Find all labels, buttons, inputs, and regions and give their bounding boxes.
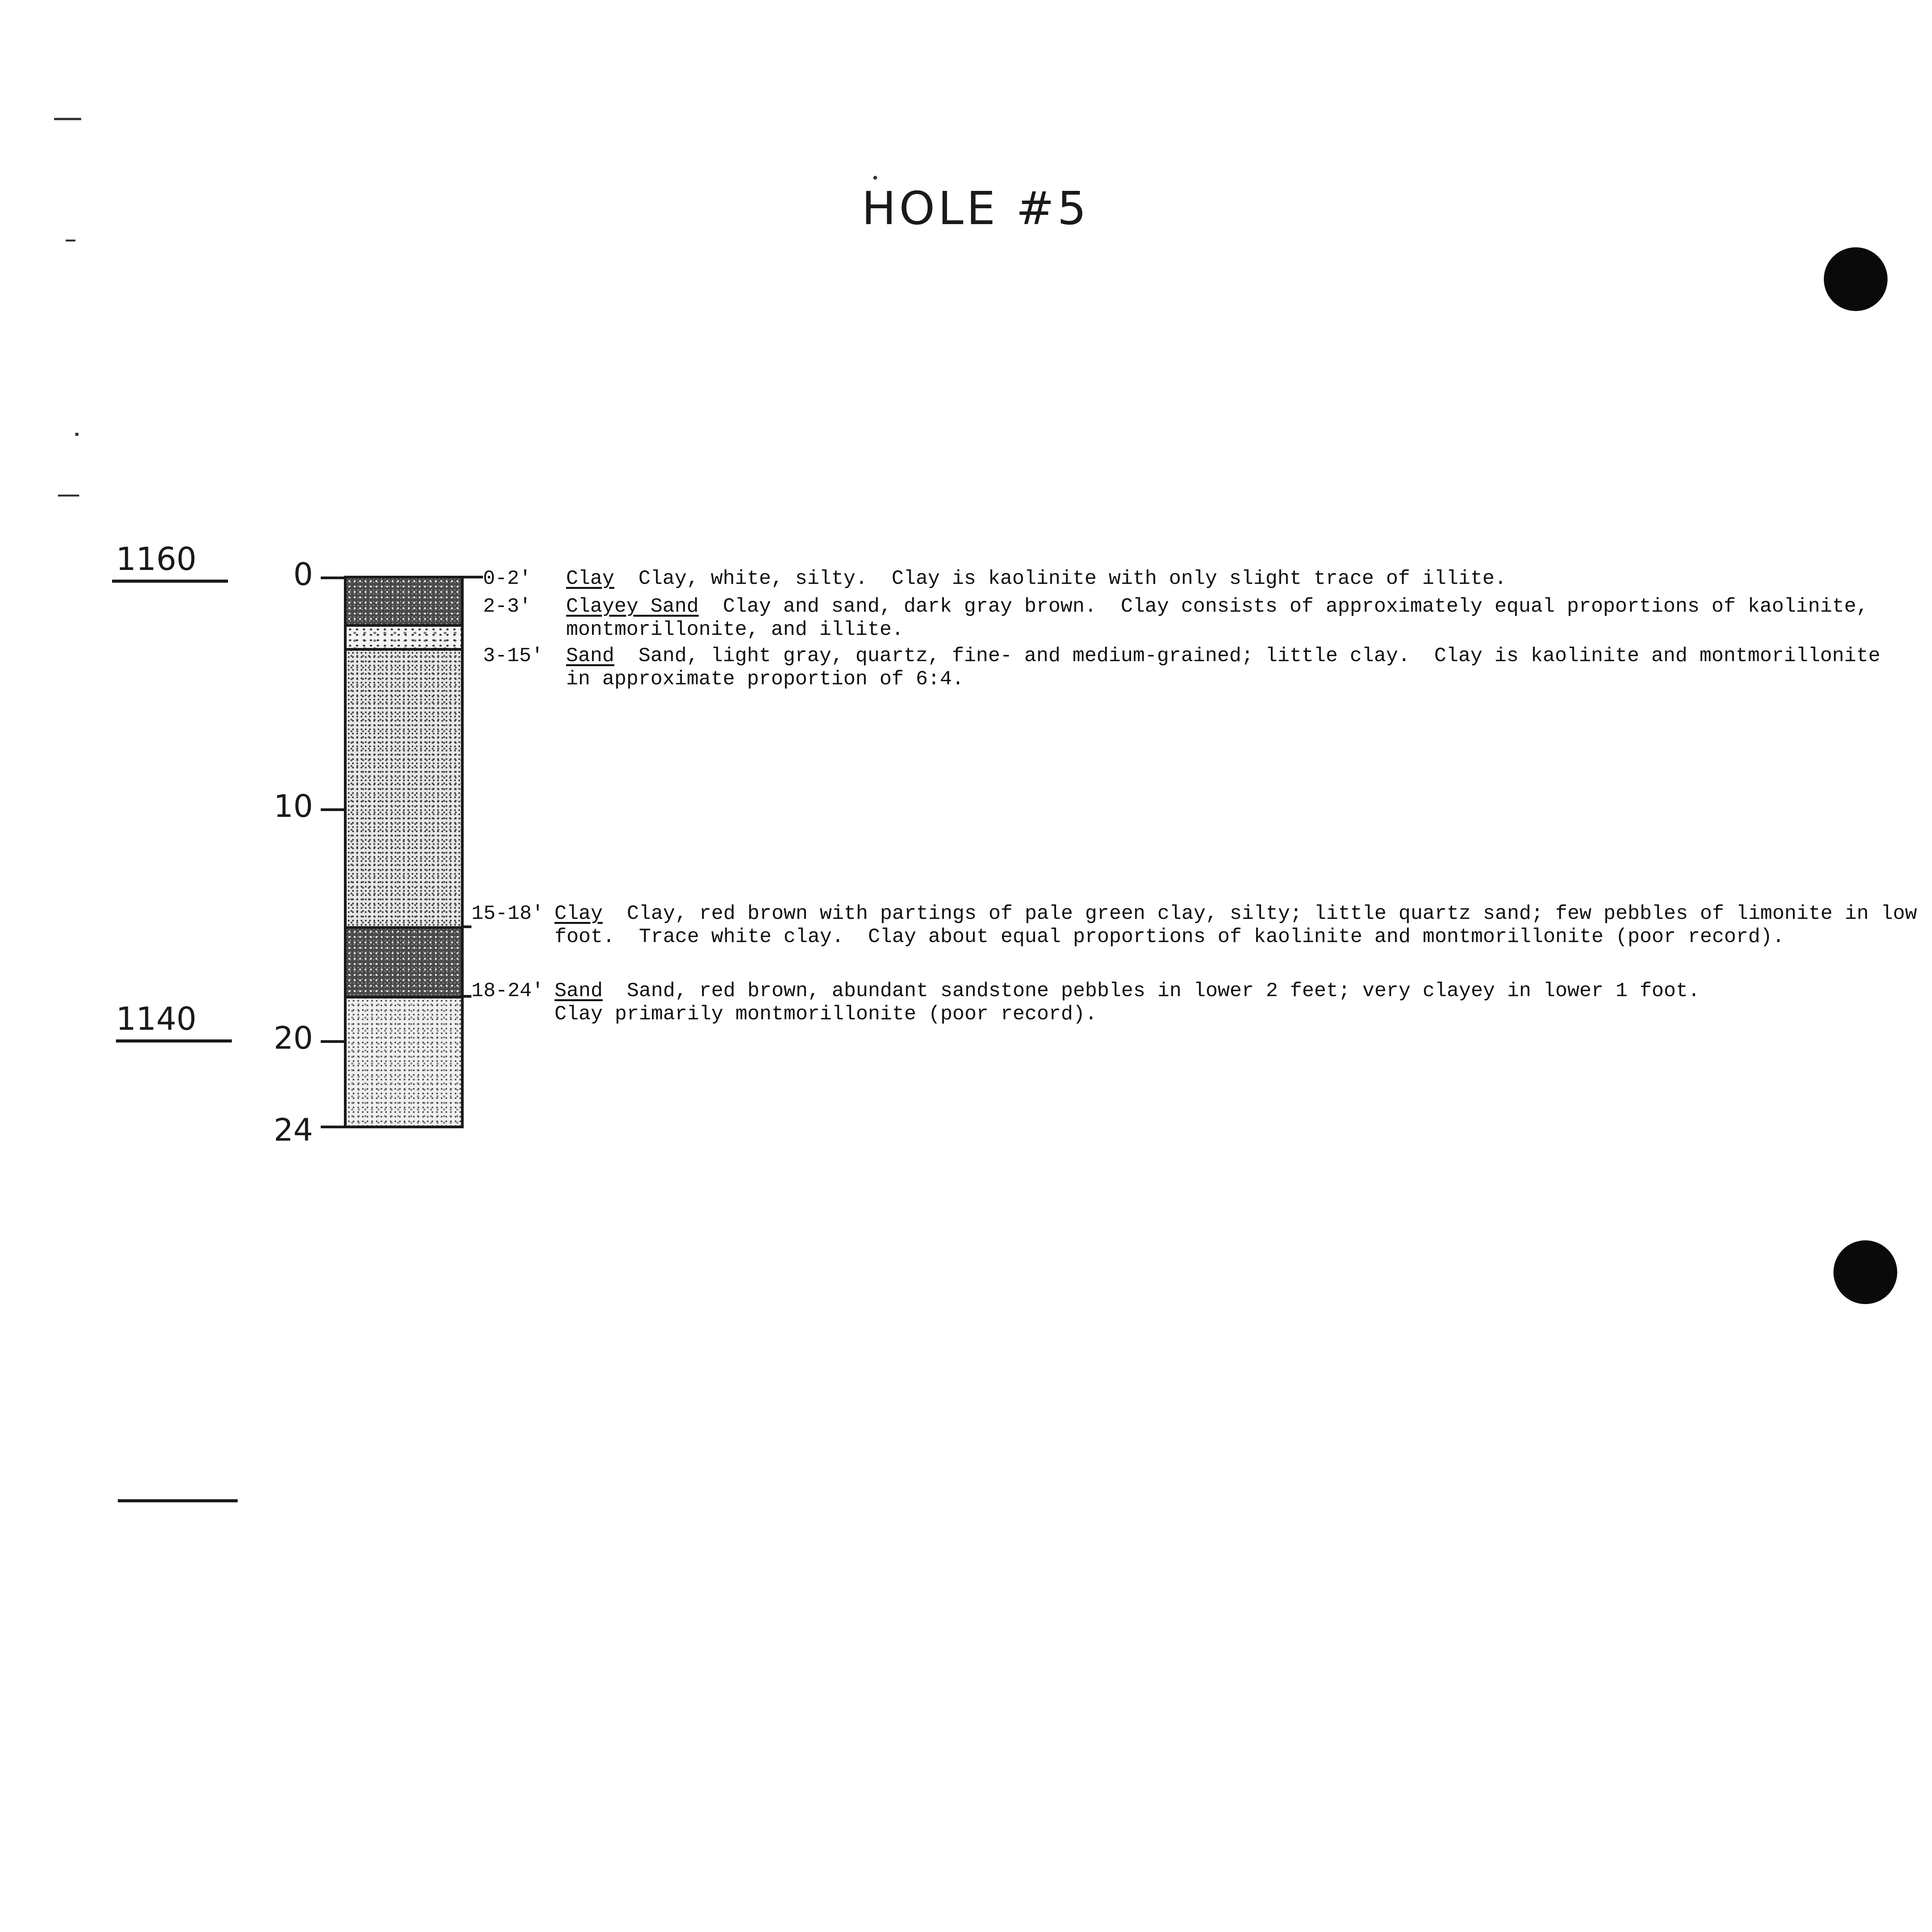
description-15-18 bbox=[471, 902, 1917, 925]
interval-label: 2-3' bbox=[483, 595, 531, 618]
description-text: Sand, red brown, abundant sandstone pebbles in lower 2 feet; very clayey in lower 1 foot. bbox=[627, 980, 1700, 1002]
unit-name: Clayey Sand bbox=[566, 595, 699, 618]
elevation-line-lower bbox=[118, 1499, 238, 1502]
description-2-3-cont: montmorillonite, and illite. bbox=[566, 618, 904, 641]
elevation-line-1160 bbox=[112, 580, 228, 583]
description-3-15-cont: in approximate proportion of 6:4. bbox=[566, 668, 964, 690]
description-18-24-cont: Clay primarily montmorillonite (poor record). bbox=[554, 1003, 1097, 1026]
description-15-18-cont: foot. Trace white clay. Clay about equal proportions of kaolinite and montmorillonite (poor record). bbox=[554, 925, 1784, 948]
layer-clay-0-2 bbox=[347, 578, 461, 627]
description-text: Sand, light gray, quartz, fine- and medium-grained; little clay. Clay is kaolinite and montmorillonite bbox=[638, 645, 1881, 667]
description-text: Clay, white, silty. Clay is kaolinite with only slight trace of illite. bbox=[638, 567, 1507, 590]
depth-tick-20 bbox=[321, 1040, 344, 1043]
stratigraphic-column bbox=[344, 576, 464, 1128]
interval-label: 3-15' bbox=[483, 645, 544, 667]
unit-name: Clay bbox=[566, 567, 614, 590]
layer-sand-3-15 bbox=[347, 651, 461, 929]
layer-clay-15-18 bbox=[347, 929, 461, 998]
margin-speck bbox=[75, 433, 78, 436]
depth-tick-24 bbox=[321, 1126, 344, 1128]
description-3-15 bbox=[483, 645, 1880, 668]
unit-name: Sand bbox=[554, 980, 603, 1002]
unit-name: Sand bbox=[566, 645, 614, 667]
depth-label-24: 24 bbox=[274, 1112, 313, 1148]
interval-label: 0-2' bbox=[483, 567, 531, 590]
connector-15-18 bbox=[464, 925, 471, 928]
margin-mark bbox=[66, 240, 75, 242]
margin-mark bbox=[54, 118, 81, 120]
punch-hole-top bbox=[1824, 247, 1888, 311]
elevation-line-1140 bbox=[116, 1039, 232, 1043]
margin-speck bbox=[873, 176, 877, 180]
description-2-3 bbox=[483, 595, 1868, 618]
interval-label: 18-24' bbox=[471, 980, 544, 1002]
description-18-24 bbox=[471, 980, 1700, 1003]
interval-label: 15-18' bbox=[471, 902, 544, 925]
description-text: Clay and sand, dark gray brown. Clay consists of approximately equal proportions of kaolinite, bbox=[723, 595, 1869, 618]
depth-tick-0 bbox=[321, 577, 344, 579]
punch-hole-middle bbox=[1833, 1240, 1897, 1304]
depth-label-10: 10 bbox=[274, 788, 313, 824]
depth-label-20: 20 bbox=[274, 1020, 313, 1056]
margin-mark bbox=[58, 495, 79, 497]
description-text: Clay, red brown with partings of pale green clay, silty; little quartz sand; few pebbles of limonite in low bbox=[627, 902, 1917, 925]
depth-tick-10 bbox=[321, 808, 344, 811]
layer-clayey-sand-2-3 bbox=[347, 627, 461, 651]
connector-0-2 bbox=[464, 576, 483, 578]
description-0-2 bbox=[483, 567, 1507, 590]
elevation-label-1140: 1140 bbox=[116, 1001, 197, 1037]
elevation-label-1160: 1160 bbox=[116, 541, 197, 578]
depth-label-0: 0 bbox=[293, 556, 313, 592]
connector-18-24 bbox=[464, 995, 471, 998]
page-title: HOLE #5 bbox=[862, 182, 1090, 235]
layer-sand-18-24 bbox=[347, 998, 461, 1128]
unit-name: Clay bbox=[554, 902, 603, 925]
